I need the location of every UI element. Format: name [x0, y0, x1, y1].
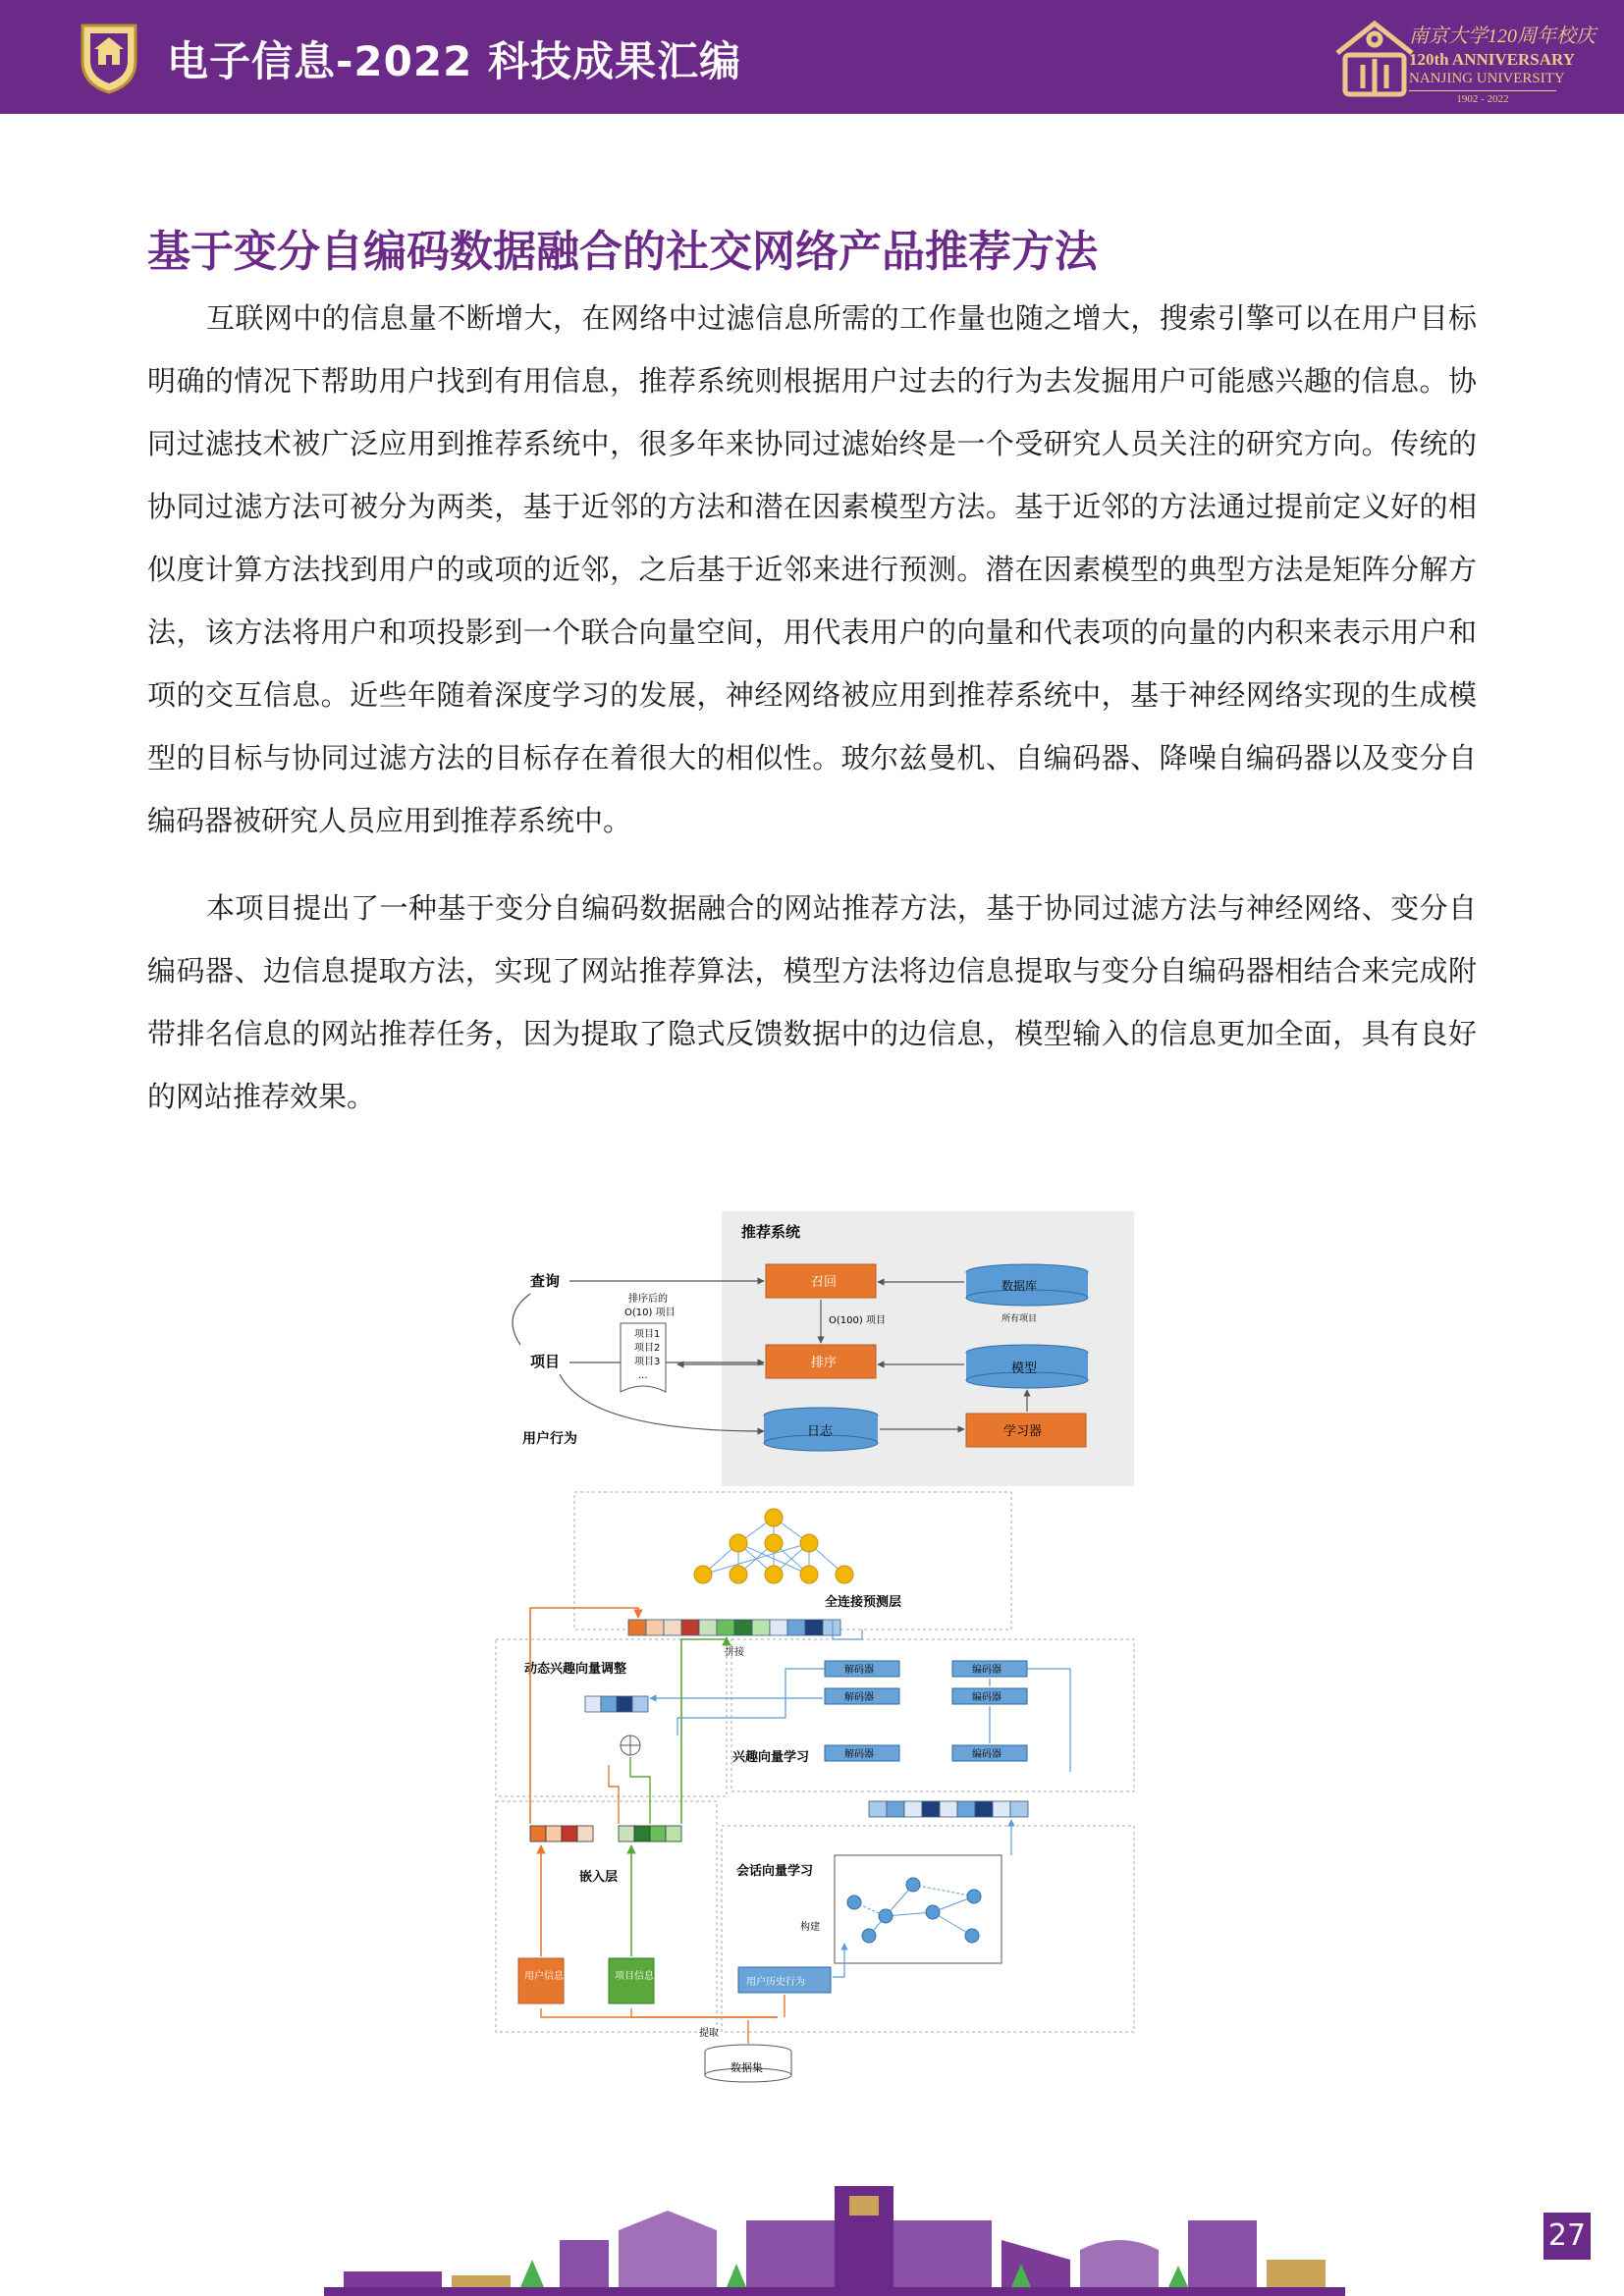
anniversary-logo-icon	[1327, 14, 1422, 100]
graph-box	[835, 1855, 1001, 1963]
anniversary-line3: NANJING UNIVERSITY	[1409, 71, 1565, 86]
log-label: 日志	[807, 1424, 834, 1439]
anniversary-line4: 1902 - 2022	[1409, 90, 1556, 105]
dynamic-adjust-label: 动态兴趣向量调整	[524, 1662, 627, 1677]
header-title: 电子信息-2022 科技成果汇编	[167, 37, 741, 85]
item-embed-vector	[619, 1826, 681, 1842]
query-label: 查询	[530, 1272, 561, 1290]
database-label: 数据库	[1001, 1279, 1038, 1293]
header-bar	[0, 0, 1624, 114]
anniversary-text	[1409, 20, 1596, 105]
user-behavior-label: 用户行为	[522, 1431, 577, 1447]
build-label: 构建	[800, 1922, 820, 1933]
list-item: 项目3	[634, 1357, 661, 1367]
page-number: 27	[1543, 2213, 1591, 2260]
body-paragraph-2: 本项目提出了一种基于变分自编码数据融合的网站推荐方法，基于协同过滤方法与神经网络、变分自编码器、边信息提取方法，实现了网站推荐算法，模型方法将边信息提取与变分自编码器相结合来完成附带排名信息的网站推荐任务，因为提取了隐式反馈数据中的边信息，模型输入的信息更加全面，具有良好的网站推荐效果。	[147, 891, 1477, 1113]
decoder-label: 解码器	[844, 1749, 874, 1760]
encoder-label: 编码器	[972, 1692, 1001, 1703]
anniversary-line2: 120th ANNIVERSARY	[1409, 50, 1575, 69]
item-info-label: 项目信息	[615, 1971, 654, 1982]
dynamic-vector	[585, 1696, 648, 1712]
neural-network	[694, 1509, 853, 1583]
extract-label: 提取	[699, 2028, 719, 2039]
decoder-label: 解码器	[844, 1665, 874, 1676]
session-vector	[869, 1801, 1028, 1817]
learner-label: 学习器	[1003, 1424, 1043, 1439]
o10-label: O(10) 项目	[624, 1308, 676, 1318]
all-items-label: 所有项目	[1001, 1314, 1038, 1324]
user-embed-vector	[530, 1826, 593, 1842]
item-label: 项目	[530, 1353, 561, 1370]
list-item: 项目2	[634, 1343, 661, 1354]
recsys-title: 推荐系统	[741, 1223, 801, 1241]
campus-skyline-illustration	[324, 2181, 1345, 2296]
decoder-stack	[825, 1661, 899, 1761]
concat-label: 拼接	[725, 1647, 744, 1658]
embed-layer-label: 嵌入层	[579, 1870, 619, 1885]
list-item: 项目1	[634, 1329, 661, 1340]
encoder-label: 编码器	[972, 1749, 1001, 1760]
university-emblem-icon	[77, 20, 141, 94]
session-learning-label: 会话向量学习	[736, 1864, 814, 1879]
rank-label: 排序	[811, 1356, 838, 1370]
concat-vector	[628, 1620, 840, 1635]
recall-label: 召回	[811, 1275, 838, 1290]
encoder-label: 编码器	[972, 1665, 1001, 1676]
anniversary-line1: 南京大学120周年校庆	[1409, 26, 1596, 47]
fc-layer-label: 全连接预测层	[825, 1595, 902, 1610]
o100-label: O(100) 项目	[829, 1315, 886, 1326]
body-paragraph-1: 互联网中的信息量不断增大，在网络中过滤信息所需的工作量也随之增大，搜索引擎可以在用户目标明确的情况下帮助用户找到有用信息，推荐系统则根据用户过去的行为去发掘用户可能感兴趣的信息。协同过滤技术被广泛应用到推荐系统中，很多年来协同过滤始终是一个受研究人员关注的研究方向。传统的协同过滤方法可被分为两类，基于近邻的方法和潜在因素模型方法。基于近邻的方法通过提前定义好的相似度计算方法找到用户的或项的近邻，之后基于近邻来进行预测。潜在因素模型的典型方法是矩阵分解方法，该方法将用户和项投影到一个联合向量空间，用代表用户的向量和代表项的向量的内积来表示用户和项的交互信息。近些年随着深度学习的发展，神经网络被应用到推荐系统中，基于神经网络实现的生成模型的目标与协同过滤方法的目标存在着很大的相似性。玻尔兹曼机、自编码器、降噪自编码器以及变分自编码器被研究人员应用到推荐系统中。	[147, 301, 1477, 837]
architecture-diagram	[481, 1207, 1149, 2091]
list-item: ...	[638, 1370, 648, 1381]
model-label: 模型	[1011, 1362, 1038, 1376]
session-graph	[854, 1885, 974, 1936]
dataset-label: 数据集	[731, 2061, 763, 2074]
sorted-label: 排序后的	[628, 1294, 668, 1305]
decoder-label: 解码器	[844, 1692, 874, 1703]
section-title: 基于变分自编码数据融合的社交网络产品推荐方法	[147, 227, 1098, 277]
user-history-label: 用户历史行为	[746, 1977, 805, 1988]
interest-learning-label: 兴趣向量学习	[732, 1750, 810, 1765]
user-info-label: 用户信息	[524, 1971, 564, 1982]
